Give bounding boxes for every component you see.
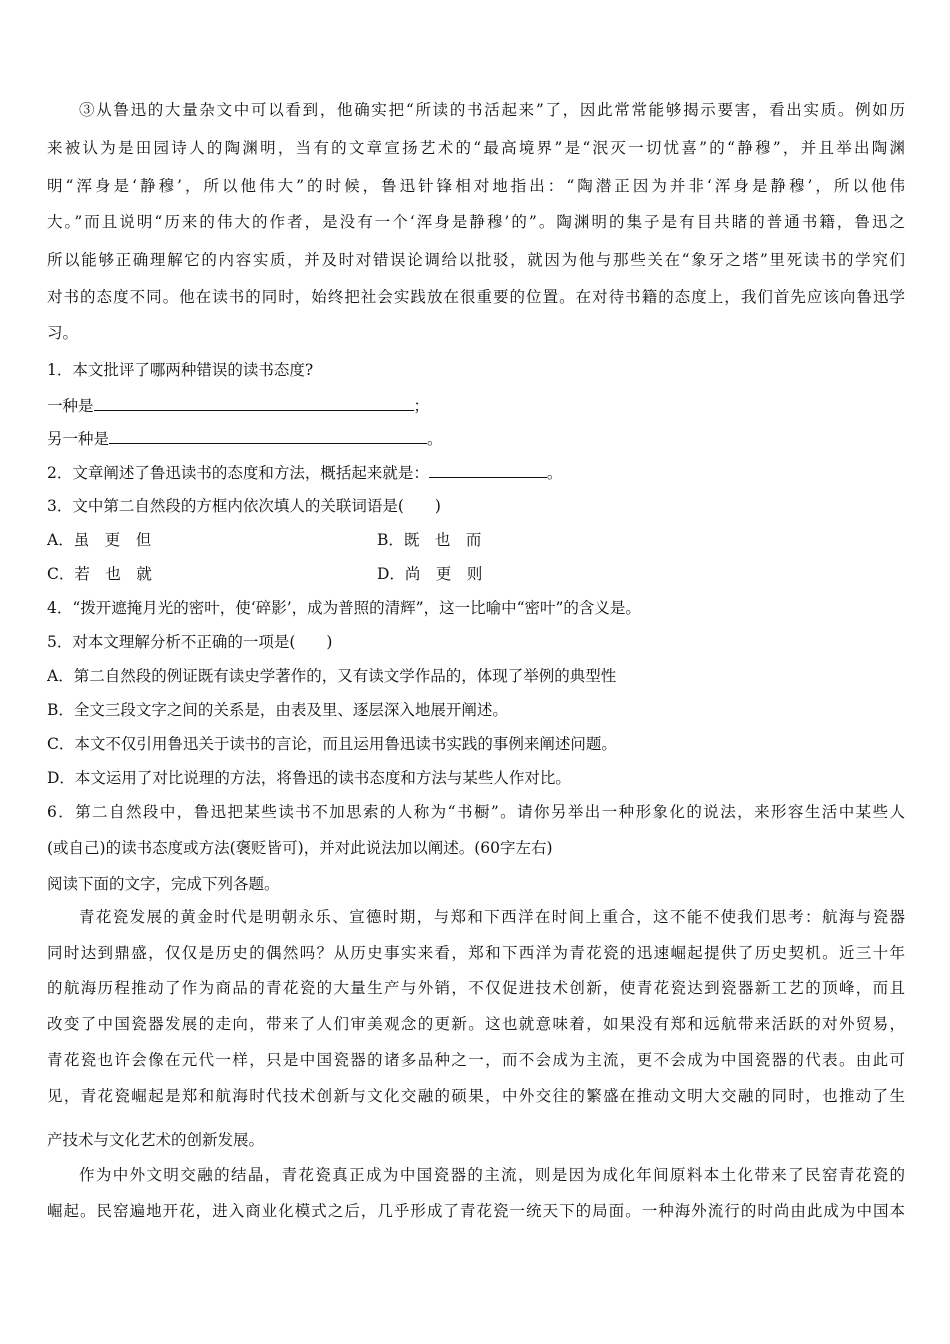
paragraph-line: 同时达到鼎盛，仅仅是历史的偶然吗？从历史事实来看，郑和下西洋为青花瓷的迅速崛起提供了历史契机。近三十年 xyxy=(47,944,905,962)
option-b[interactable]: B．既 也 而 xyxy=(377,531,482,549)
paragraph-line: 崛起。民窑遍地开花，进入商业化模式之后，几乎形成了青花瓷一统天下的局面。一种海外流行的时尚由此成为中国本 xyxy=(47,1202,905,1220)
question-6: 6．第二自然段中，鲁迅把某些读书不加思索的人称为“书橱”。请你另举出一种形象化的说法，来形容生活中某些人 xyxy=(47,803,905,821)
option-d[interactable]: D．尚 更 则 xyxy=(377,565,483,583)
option-c[interactable]: C．若 也 就 xyxy=(47,565,152,583)
question-2 xyxy=(47,461,905,483)
answer-blank[interactable] xyxy=(109,427,427,444)
paragraph-line: 产技术与文化艺术的创新发展。 xyxy=(47,1131,265,1149)
question-4: 4．“拨开遮掩月光的密叶，使‘碎影’，成为普照的清辉”，这一比喻中“密叶”的含义是。 xyxy=(47,599,641,617)
paragraph-line: 作为中外文明交融的结晶，青花瓷真正成为中国瓷器的主流，则是因为成化年间原料本土化带来了民窑青花瓷的 xyxy=(79,1166,905,1184)
question-1-answer-b xyxy=(47,427,905,449)
paragraph-line: 对书的态度不同。他在读书的同时，始终把社会实践放在很重要的位置。在对待书籍的态度上，我们首先应该向鲁迅学 xyxy=(47,288,905,306)
paragraph-line: 来被认为是田园诗人的陶渊明，当有的文章宣扬艺术的“最高境界”是“泯灭一切忧喜”的“静穆”，并且举出陶渊 xyxy=(47,139,905,157)
paragraph-line: 的航海历程推动了作为商品的青花瓷的大量生产与外销，不仅促进技术创新，使青花瓷达到瓷器新工艺的顶峰，而且 xyxy=(47,979,905,997)
question-1: 1．本文批评了哪两种错误的读书态度? xyxy=(47,361,314,379)
answer-end: 。 xyxy=(546,464,563,482)
paragraph-line: ③从鲁迅的大量杂文中可以看到，他确实把“所读的书活起来”了，因此常常能够揭示要害，看出实质。例如历 xyxy=(79,101,905,119)
option-a[interactable]: A．第二自然段的例证既有读史学著作的，又有读文学作品的，体现了举例的典型性 xyxy=(47,667,617,685)
paragraph-line: 所以能够正确理解它的内容实质，并及时对错误论调给以批驳，就因为他与那些关在“象牙之塔”里死读书的学究们 xyxy=(47,251,905,269)
answer-blank[interactable] xyxy=(94,394,414,411)
paragraph-line: 青花瓷发展的黄金时代是明朝永乐、宣德时期，与郑和下西洋在时间上重合，这不能不使我们思考：航海与瓷器 xyxy=(79,908,905,926)
answer-end: 。 xyxy=(427,430,443,448)
paragraph-line: 改变了中国瓷器发展的走向，带来了人们审美观念的更新。这也就意味着，如果没有郑和远航带来活跃的对外贸易， xyxy=(47,1015,905,1033)
answer-end: ； xyxy=(413,397,430,415)
question-3: 3．文中第二自然段的方框内依次填人的关联词语是( ) xyxy=(47,497,441,515)
paragraph-line: 习。 xyxy=(47,324,79,342)
paragraph-line: 明“浑身是‘静穆’，所以他伟大”的时候，鲁迅针锋相对地指出：“陶潜正因为并非‘浑身是静穆’，所以他伟 xyxy=(47,177,905,195)
question-6-cont: (或自己)的读书态度或方法(褒贬皆可)，并对此说法加以阐述。(60字左右) xyxy=(47,839,553,857)
option-a[interactable]: A．虽 更 但 xyxy=(47,531,152,549)
paragraph-line: 大。”而且说明“历来的伟大的作者，是没有一个‘浑身是静穆’的”。陶渊明的集子是有目共睹的普通书籍，鲁迅之 xyxy=(47,213,905,231)
answer-blank[interactable] xyxy=(429,461,547,478)
question-1-answer-a xyxy=(47,394,905,416)
paragraph-line: 见，青花瓷崛起是郑和航海时代技术创新与文化交融的硕果，中外交往的繁盛在推动文明大交融的同时，也推动了生 xyxy=(47,1087,905,1105)
answer-label: 另一种是 xyxy=(47,430,110,448)
answer-label: 一种是 xyxy=(47,397,94,415)
option-d[interactable]: D．本文运用了对比说理的方法，将鲁迅的读书态度和方法与某些人作对比。 xyxy=(47,769,571,787)
reading-instruction: 阅读下面的文字，完成下列各题。 xyxy=(47,875,280,893)
option-b[interactable]: B．全文三段文字之间的关系是，由表及里、逐层深入地展开阐述。 xyxy=(47,701,508,719)
question-5: 5．对本文理解分析不正确的一项是( ) xyxy=(47,633,333,651)
paragraph-line: 青花瓷也许会像在元代一样，只是中国瓷器的诸多品种之一，而不会成为主流，更不会成为中国瓷器的代表。由此可 xyxy=(47,1051,905,1069)
question-text: 2．文章阐述了鲁迅读书的态度和方法，概括起来就是： xyxy=(47,464,429,482)
option-c[interactable]: C．本文不仅引用鲁迅关于读书的言论，而且运用鲁迅读书实践的事例来阐述问题。 xyxy=(47,735,617,753)
